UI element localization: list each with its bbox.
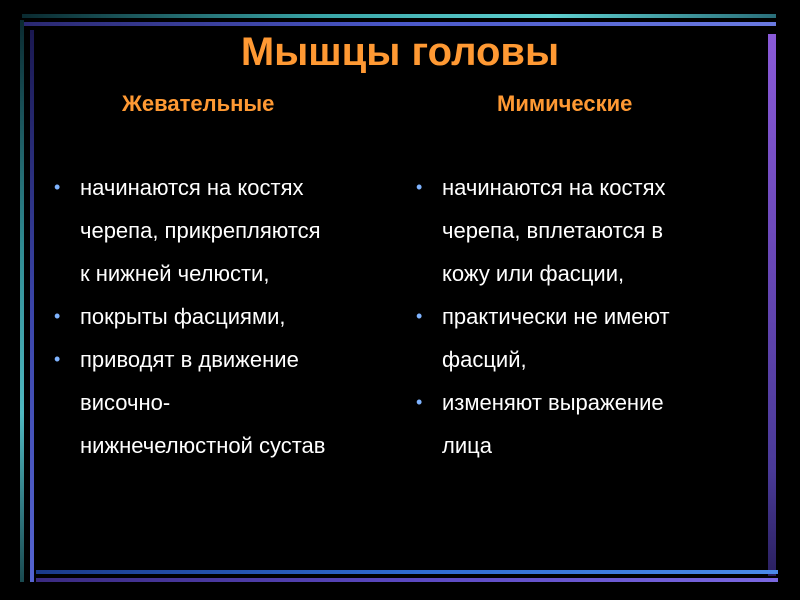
- decorative-frame-line: [20, 20, 24, 582]
- list-item-text: покрыты фасциями,: [80, 304, 286, 329]
- bullet-dot-icon: •: [416, 177, 423, 197]
- list-item: [52, 295, 392, 338]
- slide-title: Мышцы головы: [240, 30, 560, 74]
- masticatory-list: [52, 166, 392, 467]
- bullet-dot-icon: •: [54, 177, 61, 197]
- decorative-frame-line: [22, 14, 776, 18]
- list-item: [52, 166, 392, 295]
- decorative-frame-line: [768, 34, 776, 576]
- column-heading-mimic: Мимические: [497, 91, 633, 116]
- list-item: [52, 338, 392, 467]
- list-item: [414, 295, 764, 381]
- list-item: [414, 381, 764, 467]
- decorative-frame-line: [22, 22, 776, 26]
- list-item-text: практически не имеют фасций,: [442, 304, 670, 372]
- bullet-dot-icon: •: [54, 306, 61, 326]
- list-item-text: начинаются на костях черепа, вплетаются в кожу или фасции,: [442, 175, 666, 286]
- bullet-dot-icon: •: [416, 306, 423, 326]
- list-item-text: приводят в движение височно- нижнечелюстной сустав: [80, 347, 326, 458]
- bullet-dot-icon: •: [416, 392, 423, 412]
- decorative-frame-line: [30, 30, 34, 582]
- bullet-dot-icon: •: [54, 349, 61, 369]
- mimic-list: [414, 166, 764, 467]
- decorative-frame-line: [36, 570, 778, 574]
- decorative-frame-line: [36, 578, 778, 582]
- list-item-text: начинаются на костях черепа, прикрепляются к нижней челюсти,: [80, 175, 321, 286]
- list-item: [414, 166, 764, 295]
- column-heading-masticatory: Жевательные: [122, 91, 275, 116]
- list-item-text: изменяют выражение лица: [442, 390, 664, 458]
